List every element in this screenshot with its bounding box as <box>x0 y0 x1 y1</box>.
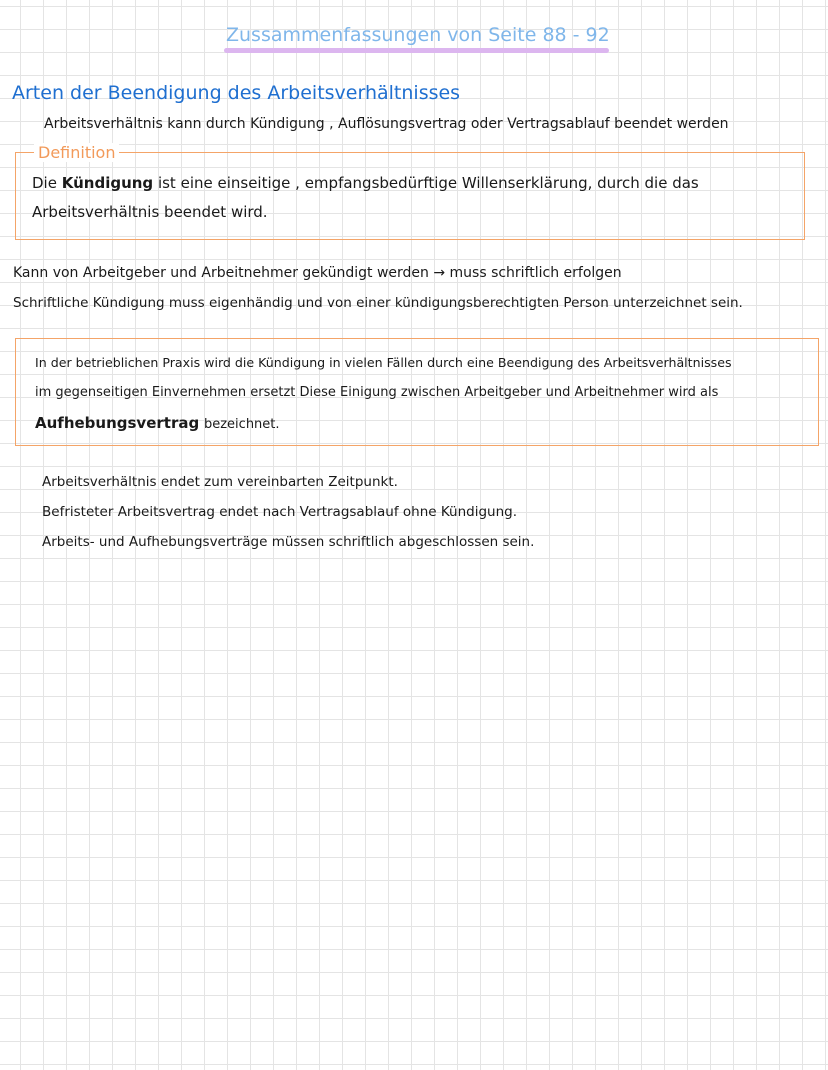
note-line: Schriftliche Kündigung muss eigenhändig und von einer kündigungsberechtigten Person unterzeichnet sein. <box>13 295 743 311</box>
definition-label: Definition <box>34 143 119 162</box>
definition-term: Kündigung <box>61 174 154 192</box>
title-highlight <box>224 48 609 53</box>
aufhebung-line-3 <box>35 414 280 432</box>
page-title: Zussammenfassungen von Seite 88 - 92 <box>226 24 610 46</box>
note-line: Kann von Arbeitgeber und Arbeitnehmer gekündigt werden → muss schriftlich erfolgen <box>13 265 622 281</box>
definition-post: ist eine einseitige , empfangsbedürftige Willenserklärung, durch die das <box>157 174 699 192</box>
list-item: Befristeter Arbeitsvertrag endet nach Vertragsablauf ohne Kündigung. <box>42 504 518 520</box>
aufhebung-term: Aufhebungsvertrag <box>35 414 200 432</box>
definition-box <box>15 152 805 240</box>
aufhebung-line-1: In der betrieblichen Praxis wird die Kündigung in vielen Fällen durch eine Beendigung des Arbeitsverhältnisses <box>35 355 732 370</box>
definition-pre: Die <box>32 174 57 192</box>
aufhebung-post: bezeichnet. <box>203 417 280 432</box>
section-heading: Arten der Beendigung des Arbeitsverhältnisses <box>12 82 461 104</box>
definition-line-2: Arbeitsverhältnis beendet wird. <box>32 203 268 221</box>
intro-text: Arbeitsverhältnis kann durch Kündigung , Auflösungsvertrag oder Vertragsablauf beendet werden <box>44 116 729 132</box>
definition-line-1 <box>32 174 699 192</box>
list-item: Arbeits- und Aufhebungsverträge müssen schriftlich abgeschlossen sein. <box>42 534 535 550</box>
aufhebung-line-2: im gegenseitigen Einvernehmen ersetzt Diese Einigung zwischen Arbeitgeber und Arbeitnehmer wird als <box>35 385 719 400</box>
list-item: Arbeitsverhältnis endet zum vereinbarten Zeitpunkt. <box>42 474 398 490</box>
